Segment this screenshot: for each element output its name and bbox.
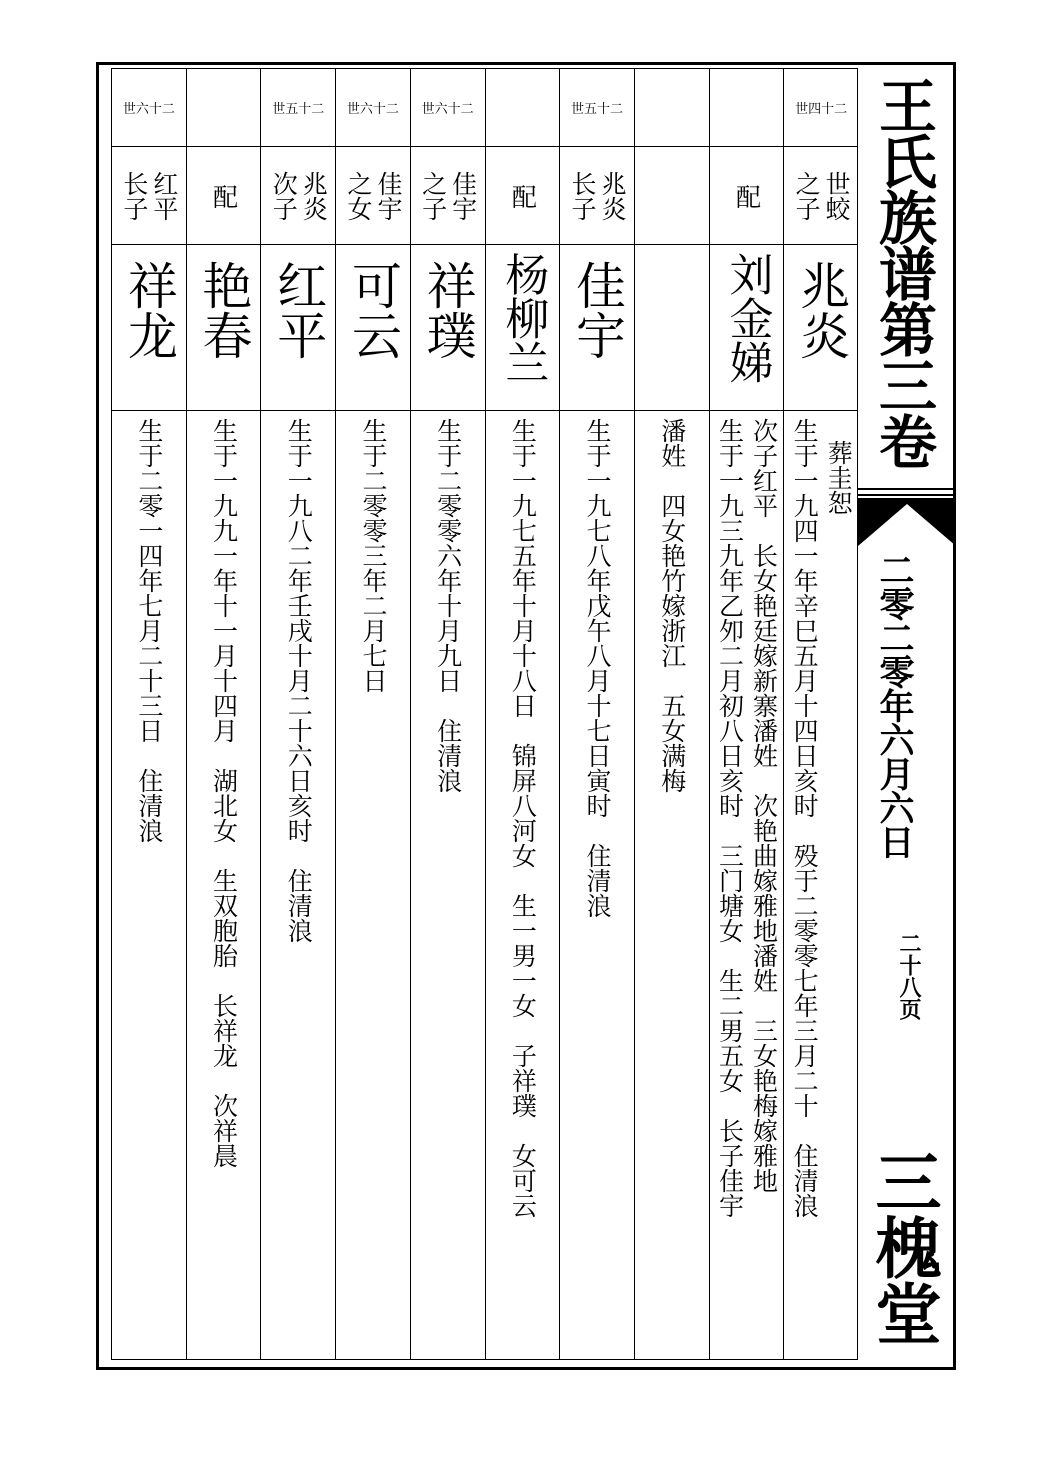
generation-label: 世五十二 xyxy=(272,101,325,117)
person-name: 杨柳兰 xyxy=(497,252,549,384)
relation-cell xyxy=(411,148,485,244)
bio-cell xyxy=(336,412,410,1360)
name-cell xyxy=(336,246,410,410)
relation-label-a: 世蛟 xyxy=(822,171,852,221)
bio-text: 潘姓 四女艳竹嫁浙江 五女满梅 xyxy=(657,418,687,793)
bio-cell xyxy=(261,412,335,1360)
title-rule xyxy=(858,488,956,490)
generation-label xyxy=(710,68,784,146)
bio-text: 生于二零一四年七月二十三日 住清浪 xyxy=(134,418,164,843)
generation-label: 世五十二 xyxy=(571,101,624,117)
bio-text: 生于二零零六年十月九日 住清浪 xyxy=(433,418,463,793)
bio-text: 生于一九三九年乙夘二月初八日亥时 三门塘女 生二男五女 长子佳宇 xyxy=(715,418,745,1218)
name-cell xyxy=(710,246,784,410)
relation-label: 配 xyxy=(209,183,239,209)
generation-label: 世六十二 xyxy=(346,101,399,117)
relation-label-b: 长子 xyxy=(119,171,149,221)
fishtail-mark-icon xyxy=(858,498,956,546)
entry-column xyxy=(709,68,784,1360)
relation-cell xyxy=(710,148,784,244)
relation-label-a: 红平 xyxy=(149,171,179,221)
entry-column xyxy=(559,68,634,1360)
bio-text: 生于二零零三年二月七日 xyxy=(358,418,388,693)
relation-label-a: 兆炎 xyxy=(598,171,628,221)
entry-column xyxy=(783,68,858,1360)
generation-label: 世六十二 xyxy=(421,101,474,117)
person-name: 艳春 xyxy=(194,260,253,360)
generation-label xyxy=(635,68,709,146)
name-cell xyxy=(261,246,335,410)
person-name: 红平 xyxy=(269,260,328,360)
relation-cell xyxy=(486,148,560,244)
generation-label: 世四十二 xyxy=(795,101,848,117)
relation-label-b: 次子 xyxy=(269,171,299,221)
entry-column xyxy=(186,68,261,1360)
name-cell xyxy=(486,246,560,410)
name-cell xyxy=(112,246,186,410)
relation-cell xyxy=(112,148,186,244)
entry-column xyxy=(335,68,410,1360)
relation-cell xyxy=(261,148,335,244)
bio-text: 生于一九四一年辛巳五月十四日亥时 殁于二零零七年三月二十 住清浪 xyxy=(790,418,820,1218)
generation-label: 世六十二 xyxy=(122,101,175,117)
entry-column xyxy=(260,68,335,1360)
relation-label-b: 之子 xyxy=(418,171,448,221)
bio-cell xyxy=(486,412,560,1360)
name-cell xyxy=(411,246,485,410)
book-title: 王氏族谱第三卷 xyxy=(869,76,937,468)
bio-cell xyxy=(411,412,485,1360)
bio-text: 生于一九七八年戊午八月十七日寅时 住清浪 xyxy=(583,418,613,918)
page-number: 二十八页 xyxy=(896,932,922,1020)
bio-text-continued: 葬圭恕 xyxy=(824,440,854,515)
name-cell xyxy=(635,246,709,410)
entry-column xyxy=(485,68,560,1360)
person-name: 佳宇 xyxy=(568,260,627,360)
relation-label: 配 xyxy=(508,183,538,209)
bio-cell xyxy=(784,412,858,1360)
relation-label-b: 之子 xyxy=(792,171,822,221)
bio-text: 生于一九七五年十月十八日 锦屏八河女 生一男一女 子祥璞 女可云 xyxy=(508,418,538,1218)
relation-label-a: 兆炎 xyxy=(299,171,329,221)
relation-label: 配 xyxy=(732,183,762,209)
bio-text: 生于一九九一年十一月十四月 湖北女 生双胞胎 长祥龙 次祥晨 xyxy=(209,418,239,1168)
bio-cell xyxy=(560,412,634,1360)
person-name: 刘金娣 xyxy=(721,252,773,384)
entry-column xyxy=(410,68,485,1360)
person-name: 可云 xyxy=(343,260,402,360)
relation-label-a: 佳宇 xyxy=(448,171,478,221)
relation-label-b: 之女 xyxy=(343,171,373,221)
bio-cell xyxy=(710,412,784,1360)
bio-text-continued: 次子红平 长女艳廷嫁新寨潘姓 次艳曲嫁雅地潘姓 三女艳梅嫁雅地 xyxy=(749,418,779,1193)
relation-cell xyxy=(336,148,410,244)
entry-column xyxy=(111,68,186,1360)
name-cell xyxy=(560,246,634,410)
relation-cell xyxy=(635,148,709,244)
relation-label-a: 佳宇 xyxy=(373,171,403,221)
relation-label-b: 长子 xyxy=(568,171,598,221)
name-cell xyxy=(187,246,261,410)
title-rule-double xyxy=(858,494,956,496)
bio-cell xyxy=(635,412,709,1360)
relation-cell xyxy=(784,148,858,244)
publication-date: 二零二零年六月六日 xyxy=(874,552,915,858)
person-name: 兆炎 xyxy=(792,260,851,360)
bio-cell xyxy=(187,412,261,1360)
name-cell xyxy=(784,246,858,410)
bio-cell xyxy=(112,412,186,1360)
relation-cell xyxy=(560,148,634,244)
relation-cell xyxy=(187,148,261,244)
hall-name: 三槐堂 xyxy=(864,1148,941,1346)
person-name: 祥龙 xyxy=(119,260,178,360)
generation-label xyxy=(187,68,261,146)
person-name: 祥璞 xyxy=(418,260,477,360)
entry-column xyxy=(634,68,709,1360)
generation-label xyxy=(486,68,560,146)
bio-text: 生于一九八二年壬戌十月二十六日亥时 住清浪 xyxy=(284,418,314,943)
